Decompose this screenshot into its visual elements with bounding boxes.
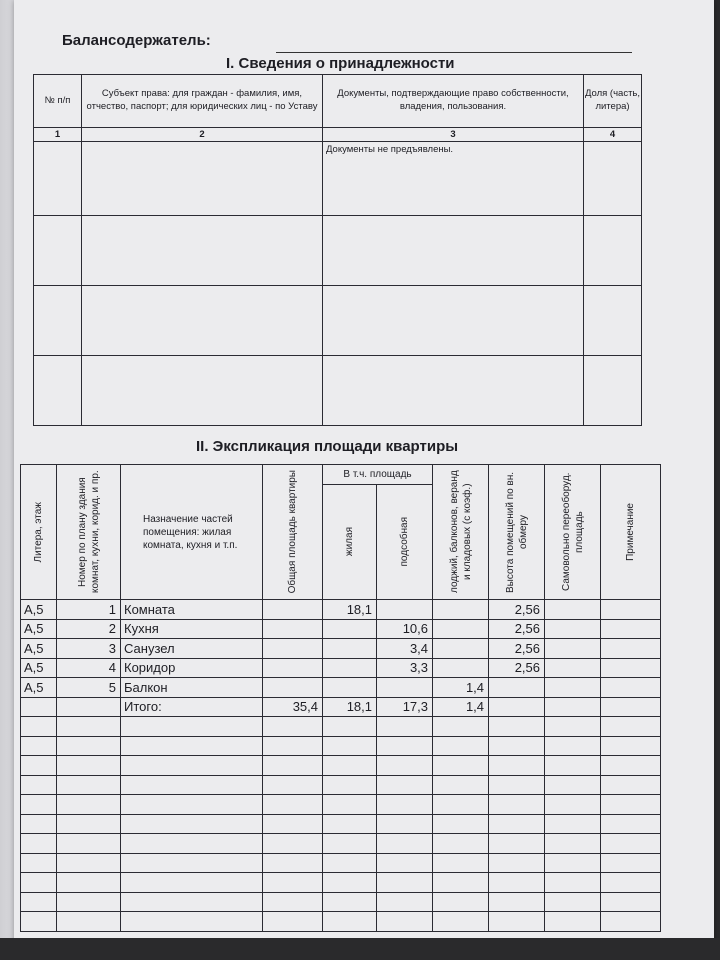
height-cell <box>489 873 545 893</box>
plan-no-cell <box>57 775 121 795</box>
col-number: 4 <box>584 128 642 142</box>
section1-title: I. Сведения о принадлежности <box>226 55 455 72</box>
litera-cell <box>21 834 57 854</box>
col-header-auxiliary: подсобная <box>399 517 410 567</box>
loggia-area-cell <box>433 736 489 756</box>
height-cell <box>489 912 545 932</box>
loggia-area-cell <box>433 912 489 932</box>
explication-body <box>21 600 661 932</box>
loggia-area-cell <box>433 756 489 776</box>
unauth-cell <box>545 639 601 659</box>
col-header-share: Доля (часть, литера) <box>584 75 642 128</box>
owner-underline <box>276 52 632 53</box>
litera-cell <box>21 795 57 815</box>
col-number: 1 <box>34 128 82 142</box>
col-header-incl: В т.ч. площадь <box>323 465 433 485</box>
aux-area-cell <box>377 736 433 756</box>
unauth-cell <box>545 619 601 639</box>
aux-area-cell: 10,6 <box>377 619 433 639</box>
aux-area-cell <box>377 834 433 854</box>
plan-no-cell <box>57 912 121 932</box>
purpose-cell: Кухня <box>121 619 263 639</box>
living-area-cell <box>323 775 377 795</box>
table-row <box>21 697 661 717</box>
height-cell <box>489 834 545 854</box>
plan-no-cell: 4 <box>57 658 121 678</box>
unauth-cell <box>545 736 601 756</box>
table-row <box>21 795 661 815</box>
litera-cell <box>21 697 57 717</box>
table-row <box>21 775 661 795</box>
aux-area-cell: 17,3 <box>377 697 433 717</box>
col-number: 2 <box>82 128 323 142</box>
unauth-cell <box>545 678 601 698</box>
aux-area-cell: 3,4 <box>377 639 433 659</box>
total-area-cell <box>263 717 323 737</box>
table-row <box>21 853 661 873</box>
col-number: 3 <box>323 128 584 142</box>
total-area-cell: 35,4 <box>263 697 323 717</box>
note-cell <box>601 775 661 795</box>
ownership-cell <box>584 356 642 426</box>
litera-cell <box>21 717 57 737</box>
height-cell <box>489 892 545 912</box>
purpose-cell <box>121 814 263 834</box>
height-cell <box>489 814 545 834</box>
ownership-cell <box>323 356 584 426</box>
total-area-cell <box>263 619 323 639</box>
section2-title: II. Экспликация площади квартиры <box>196 438 459 455</box>
living-area-cell <box>323 873 377 893</box>
litera-cell <box>21 912 57 932</box>
col-header-living: жилая <box>344 527 355 557</box>
ownership-cell <box>34 216 82 286</box>
plan-no-cell <box>57 814 121 834</box>
total-area-cell <box>263 873 323 893</box>
plan-no-cell: 5 <box>57 678 121 698</box>
litera-cell: А,5 <box>21 619 57 639</box>
table-row <box>21 834 661 854</box>
ownership-cell <box>82 142 323 216</box>
note-cell <box>601 717 661 737</box>
purpose-cell: Балкон <box>121 678 263 698</box>
table-row <box>21 678 661 698</box>
unauth-cell <box>545 834 601 854</box>
total-area-cell <box>263 853 323 873</box>
unauth-cell <box>545 814 601 834</box>
loggia-area-cell <box>433 639 489 659</box>
table-row <box>21 873 661 893</box>
loggia-area-cell <box>433 892 489 912</box>
table-row <box>21 756 661 776</box>
ownership-cell <box>323 216 584 286</box>
plan-no-cell: 3 <box>57 639 121 659</box>
total-area-cell <box>263 892 323 912</box>
plan-no-cell: 2 <box>57 619 121 639</box>
living-area-cell <box>323 912 377 932</box>
table-row <box>21 600 661 620</box>
plan-no-cell <box>57 795 121 815</box>
table-row <box>21 912 661 932</box>
ownership-cell <box>34 142 82 216</box>
col-header-note: Примечание <box>625 503 637 561</box>
note-cell <box>601 756 661 776</box>
note-cell <box>601 834 661 854</box>
litera-cell: А,5 <box>21 658 57 678</box>
table-surface <box>0 938 720 960</box>
ownership-cell <box>34 356 82 426</box>
loggia-area-cell <box>433 873 489 893</box>
note-cell <box>601 853 661 873</box>
plan-no-cell <box>57 756 121 776</box>
aux-area-cell <box>377 795 433 815</box>
unauth-cell <box>545 892 601 912</box>
col-header-unauth: Самовольно переоборуд. площадь <box>560 472 585 592</box>
note-cell <box>601 736 661 756</box>
table-row <box>21 717 661 737</box>
loggia-area-cell <box>433 814 489 834</box>
owner-label: Балансодержатель: <box>62 32 211 49</box>
unauth-cell <box>545 756 601 776</box>
col-header-plan-no: Номер по плану здания комнат, кухни, корид. и пр. <box>76 470 101 594</box>
litera-cell <box>21 873 57 893</box>
col-header-loggia: лоджий, балконов, веранд и кладовых (с коэф.) <box>448 470 473 594</box>
plan-no-cell <box>57 873 121 893</box>
loggia-area-cell <box>433 795 489 815</box>
total-area-cell <box>263 834 323 854</box>
table-row <box>21 639 661 659</box>
purpose-cell <box>121 892 263 912</box>
table-row <box>21 814 661 834</box>
ownership-cell <box>82 216 323 286</box>
unauth-cell <box>545 600 601 620</box>
living-area-cell <box>323 717 377 737</box>
height-cell <box>489 678 545 698</box>
purpose-cell <box>121 756 263 776</box>
total-area-cell <box>263 795 323 815</box>
table-row <box>21 619 661 639</box>
loggia-area-cell <box>433 834 489 854</box>
note-cell <box>601 619 661 639</box>
plan-no-cell <box>57 892 121 912</box>
col-header-purpose: Назначение частей помещения: жилая комната, кухня и т.п. <box>121 465 263 600</box>
col-header-litera: Литера, этаж <box>33 501 44 563</box>
ownership-cell <box>584 216 642 286</box>
living-area-cell <box>323 756 377 776</box>
total-area-cell <box>263 678 323 698</box>
note-cell <box>601 658 661 678</box>
table-row <box>21 736 661 756</box>
ownership-cell <box>82 356 323 426</box>
height-cell <box>489 756 545 776</box>
note-cell <box>601 795 661 815</box>
note-cell <box>601 814 661 834</box>
total-area-cell <box>263 912 323 932</box>
living-area-cell <box>323 639 377 659</box>
living-area-cell <box>323 678 377 698</box>
ownership-cell <box>323 286 584 356</box>
litera-cell: А,5 <box>21 678 57 698</box>
height-cell <box>489 795 545 815</box>
aux-area-cell <box>377 873 433 893</box>
plan-no-cell <box>57 697 121 717</box>
unauth-cell <box>545 697 601 717</box>
unauth-cell <box>545 912 601 932</box>
purpose-cell <box>121 912 263 932</box>
aux-area-cell <box>377 756 433 776</box>
living-area-cell <box>323 795 377 815</box>
unauth-cell <box>545 658 601 678</box>
aux-area-cell <box>377 775 433 795</box>
litera-cell <box>21 853 57 873</box>
total-area-cell <box>263 658 323 678</box>
aux-area-cell <box>377 678 433 698</box>
living-area-cell <box>323 736 377 756</box>
note-cell <box>601 678 661 698</box>
unauth-cell <box>545 775 601 795</box>
loggia-area-cell: 1,4 <box>433 697 489 717</box>
height-cell <box>489 853 545 873</box>
table-row <box>21 658 661 678</box>
note-cell <box>601 892 661 912</box>
ownership-cell <box>82 286 323 356</box>
living-area-cell <box>323 834 377 854</box>
total-area-cell <box>263 756 323 776</box>
loggia-area-cell <box>433 853 489 873</box>
aux-area-cell: 3,3 <box>377 658 433 678</box>
aux-area-cell <box>377 912 433 932</box>
plan-no-cell <box>57 736 121 756</box>
aux-area-cell <box>377 600 433 620</box>
col-header-no: № п/п <box>34 75 82 128</box>
height-cell: 2,56 <box>489 600 545 620</box>
living-area-cell <box>323 658 377 678</box>
loggia-area-cell <box>433 717 489 737</box>
purpose-cell: Коридор <box>121 658 263 678</box>
plan-no-cell <box>57 853 121 873</box>
table-row <box>21 892 661 912</box>
height-cell <box>489 736 545 756</box>
loggia-area-cell <box>433 600 489 620</box>
litera-cell <box>21 892 57 912</box>
total-area-cell <box>263 639 323 659</box>
col-header-subject: Субъект права: для граждан - фамилия, имя, отчество, паспорт; для юридических лиц - по Уставу <box>82 75 323 128</box>
aux-area-cell <box>377 892 433 912</box>
litera-cell <box>21 775 57 795</box>
height-cell: 2,56 <box>489 658 545 678</box>
living-area-cell <box>323 892 377 912</box>
note-cell <box>601 873 661 893</box>
note-cell <box>601 912 661 932</box>
ownership-cell <box>584 286 642 356</box>
litera-cell: А,5 <box>21 639 57 659</box>
purpose-cell <box>121 717 263 737</box>
note-cell <box>601 697 661 717</box>
total-area-cell <box>263 775 323 795</box>
plan-no-cell <box>57 717 121 737</box>
explication-table <box>20 464 661 932</box>
aux-area-cell <box>377 853 433 873</box>
litera-cell <box>21 756 57 776</box>
purpose-cell <box>121 834 263 854</box>
loggia-area-cell <box>433 619 489 639</box>
height-cell: 2,56 <box>489 639 545 659</box>
note-cell <box>601 600 661 620</box>
living-area-cell: 18,1 <box>323 600 377 620</box>
ownership-table <box>33 74 642 426</box>
plan-no-cell <box>57 834 121 854</box>
loggia-area-cell <box>433 775 489 795</box>
height-cell <box>489 775 545 795</box>
total-area-cell <box>263 814 323 834</box>
col-header-documents: Документы, подтверждающие право собственности, владения, пользования. <box>323 75 584 128</box>
aux-area-cell <box>377 717 433 737</box>
litera-cell <box>21 814 57 834</box>
living-area-cell: 18,1 <box>323 697 377 717</box>
loggia-area-cell <box>433 658 489 678</box>
total-area-cell <box>263 736 323 756</box>
purpose-cell: Итого: <box>121 697 263 717</box>
ownership-cell <box>584 142 642 216</box>
plan-no-cell: 1 <box>57 600 121 620</box>
height-cell <box>489 697 545 717</box>
living-area-cell <box>323 853 377 873</box>
height-cell: 2,56 <box>489 619 545 639</box>
col-header-height: Высота помещений по вн. обмеру <box>504 471 529 593</box>
unauth-cell <box>545 717 601 737</box>
litera-cell <box>21 736 57 756</box>
aux-area-cell <box>377 814 433 834</box>
note-cell <box>601 639 661 659</box>
purpose-cell: Комната <box>121 600 263 620</box>
purpose-cell <box>121 853 263 873</box>
purpose-cell: Санузел <box>121 639 263 659</box>
unauth-cell <box>545 873 601 893</box>
purpose-cell <box>121 873 263 893</box>
total-area-cell <box>263 600 323 620</box>
ownership-cell <box>34 286 82 356</box>
purpose-cell <box>121 795 263 815</box>
living-area-cell <box>323 814 377 834</box>
documents-note: Документы не предъявлены. <box>323 142 584 216</box>
purpose-cell <box>121 736 263 756</box>
col-header-total: Общая площадь квартиры <box>287 470 298 594</box>
living-area-cell <box>323 619 377 639</box>
litera-cell: А,5 <box>21 600 57 620</box>
purpose-cell <box>121 775 263 795</box>
unauth-cell <box>545 795 601 815</box>
loggia-area-cell: 1,4 <box>433 678 489 698</box>
unauth-cell <box>545 853 601 873</box>
height-cell <box>489 717 545 737</box>
